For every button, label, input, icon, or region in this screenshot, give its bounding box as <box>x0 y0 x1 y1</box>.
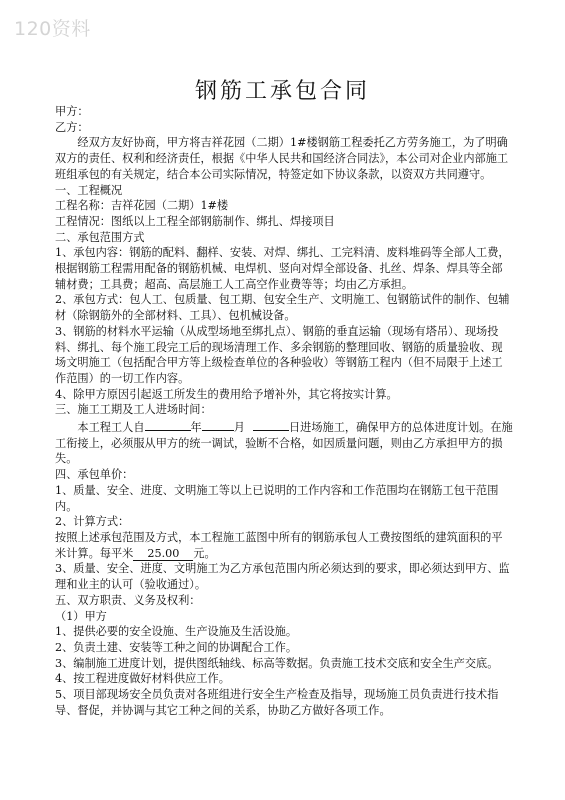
paragraph: 五、双方职责、义务及权利： <box>55 593 201 607</box>
day-blank[interactable] <box>253 418 289 431</box>
price-prefix: 按照上述承包范围及方式，本工程施工蓝图中所有的钢筋承包人工费按图纸的建筑面积的平米计算。每平米 <box>55 530 503 560</box>
price-suffix: 元。 <box>193 546 216 560</box>
paragraph: 4、除甲方原因引起返工所发生的费用给予增补外，其它将按实计算。 <box>55 387 398 401</box>
paragraph: 3、钢筋的材料水平运输（从成型场地至绑扎点）、钢筋的垂直运输（现场有塔吊）、现场投料、绑扎、每个施工段完工后的现场清理工作、多余钢筋的整理回收、钢筋的质量验收、现场文明施工（包括配合甲方等上级检查单位的各种验收）等钢筋工程内（但不局限于上述工作范围）的一切工作内容。 <box>55 324 503 385</box>
paragraph: 2、承包方式：包人工、包质量、包工期、包安全生产、文明施工、包钢筋试件的制作、包辅材（除钢筋外的全部材料、工具）、包机械设备。 <box>55 293 510 323</box>
paragraph: 二、承包范围方式 <box>55 230 145 244</box>
paragraph: 工程情况：图纸以上工程全部钢筋制作、绑扎、焊接项目 <box>55 214 335 228</box>
paragraph: 3、质量、安全、进度、文明施工为乙方承包范围内所必须达到的要求，即必须达到甲方、监理和业主的认可（验收通过）。 <box>55 562 510 592</box>
watermark: 120资料 <box>14 18 91 40</box>
paragraph: 一、工程概况 <box>55 183 123 197</box>
paragraph: 1、质量、安全、进度、文明施工等以上已说明的工作内容和工作范围均在钢筋工包干范围内。 <box>55 483 499 513</box>
paragraph: 3、编制施工进度计划，提供图纸轴线、标高等数据。负责施工技术交底和安全生产交底。 <box>55 656 499 670</box>
paragraph-group-3 <box>55 561 513 718</box>
paragraph: 1、承包内容：钢筋的配料、翻样、安装、对焊、绑扎、工完料清、废料堆码等全部人工费，根据钢筋工程需用配备的钢筋机械、电焊机、竖向对焊全部设备、扎丝、焊条、焊具等全部辅材费；工具费；超高、高层施工人工高空作业费等等；均由乙方承担。 <box>55 246 510 291</box>
price-value: 25.00 <box>133 548 193 561</box>
paragraph: （1）甲方 <box>55 609 107 623</box>
month-label: 月 <box>233 421 245 435</box>
paragraph-group-2 <box>55 467 513 530</box>
year-label: 年 <box>190 421 202 435</box>
contract-body <box>55 104 513 718</box>
year-blank[interactable] <box>145 418 191 431</box>
page-title: 钢筋工承包合同 <box>194 79 370 104</box>
paragraph: 工程名称：吉祥花园（二期）1#楼 <box>55 199 229 213</box>
paragraph: 5、项目部现场安全员负责对各班组进行安全生产检查及指导，现场施工员负责进行技术指导、督促，并协调与其它工种之间的关系，协助乙方做好各项工作。 <box>55 688 499 717</box>
schedule-paragraph <box>55 418 513 467</box>
paragraph: 甲方： <box>55 105 89 118</box>
paragraph-group-1 <box>55 104 513 418</box>
paragraph: 四、承包单价： <box>55 468 134 482</box>
paragraph: 4、按工程进度做好材料供应工作。 <box>55 672 230 686</box>
schedule-prefix: 本工程工人自 <box>77 421 145 435</box>
paragraph: 经双方友好协商，甲方将吉祥花园（二期）1#楼钢筋工程委托乙方劳务施工，为了明确双方的责任、权利和经济责任，根据《中华人民共和国经济合同法》，本公司对企业内部施工班组承包的有关规定，结合本公司实际情况，特签定如下协议条款，以资双方共同遵守。 <box>55 136 509 181</box>
schedule-suffix: 日进场施工，确保甲方的总体进度计划。在施工衔接上，必须服从甲方的统一调试，验断不合格，如因质量问题，则由乙方承担甲方的损失。 <box>55 421 513 466</box>
paragraph: 乙方： <box>55 120 89 134</box>
paragraph: 2、负责土建、安装等工种之间的协调配合工作。 <box>55 640 298 654</box>
paragraph: 2、计算方式： <box>55 515 130 529</box>
price-paragraph <box>55 530 513 561</box>
paragraph: 1、提供必要的安全设施、生产设施及生活设施。 <box>55 625 298 639</box>
month-blank[interactable] <box>202 418 234 431</box>
paragraph: 三、施工工期及工人进场时间： <box>55 403 212 417</box>
